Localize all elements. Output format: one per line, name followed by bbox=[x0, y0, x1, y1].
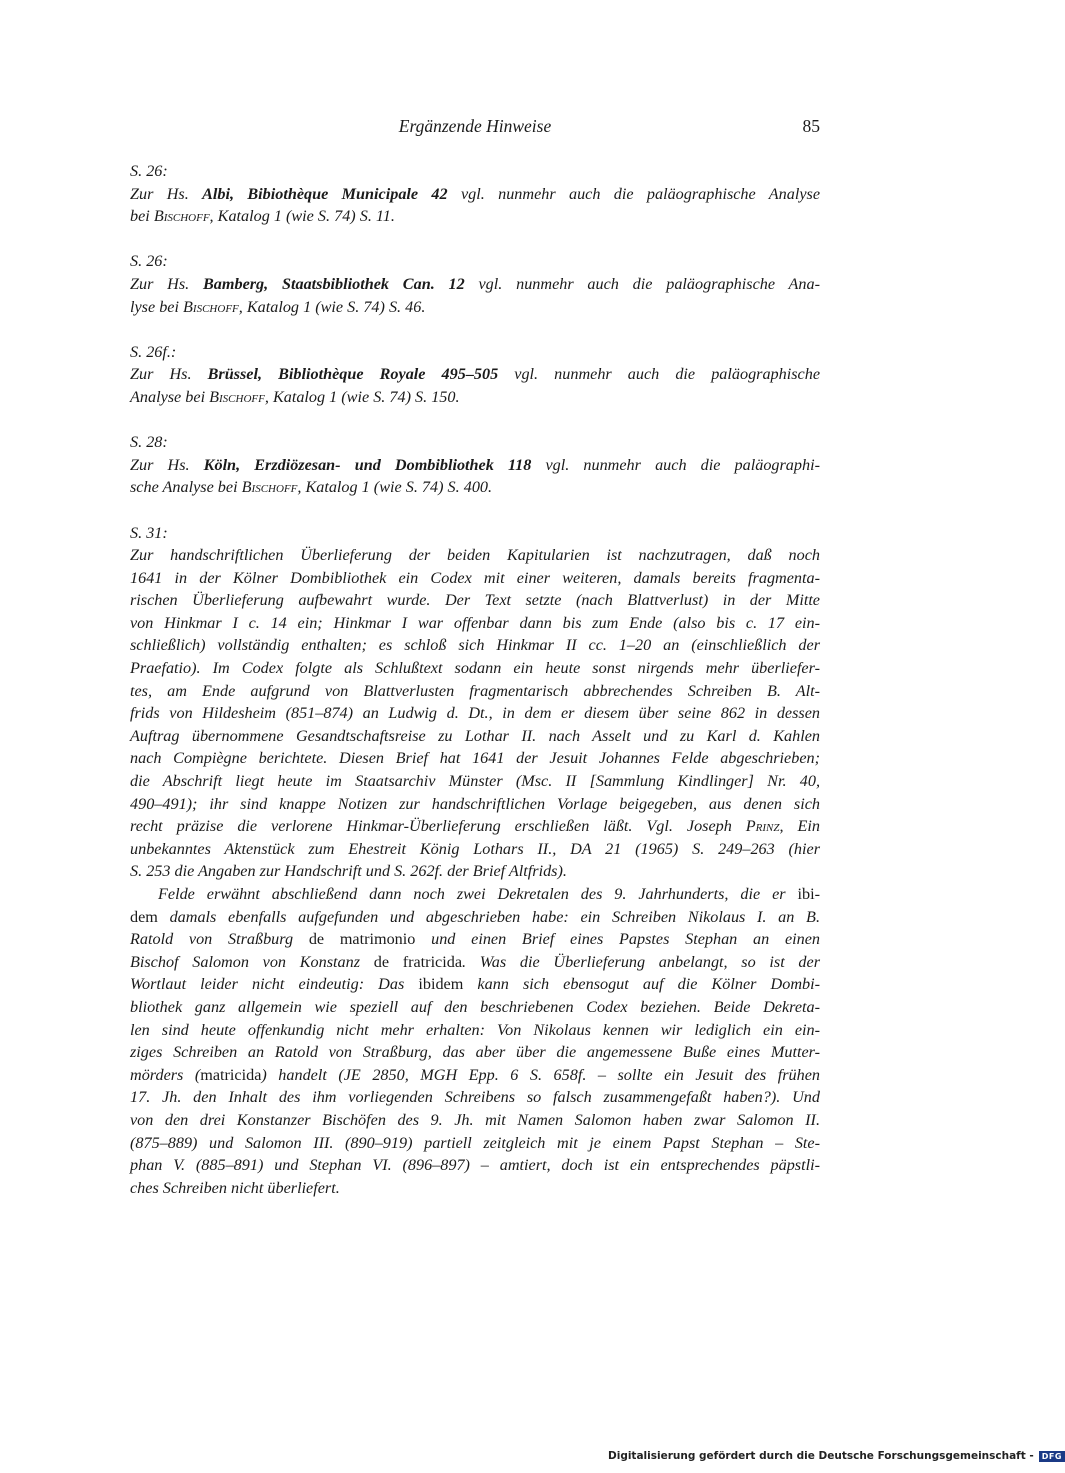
paragraph-line: von den drei Konstanzer Bischöfen des 9. Jh. mit Namen Salomon haben zwar Salomon II. bbox=[130, 1110, 820, 1129]
paragraph-line: tes, am Ende aufgrund von Blattverlusten fragmentarisch abbrechendes Schreiben B. Alt- bbox=[130, 681, 820, 700]
paragraph-line: Zur handschriftlichen Überlieferung der beiden Kapitularien ist nachzutragen, daß noch bbox=[130, 546, 820, 565]
body-text bbox=[130, 160, 820, 1222]
paragraph-line: (875–889) und Salomon III. (890–919) partiell zeitgleich mit je einem Papst Stephan – Ste- bbox=[130, 1133, 820, 1152]
note-entry bbox=[130, 160, 820, 228]
paragraph-line: mörders (matricida) handelt (JE 2850, MGH Epp. 6 S. 658f. – sollte ein Jesuit des frühen bbox=[130, 1065, 820, 1084]
note-entry bbox=[130, 431, 820, 499]
manuscript-name: Albi, Bibiothèque Municipale 42 bbox=[202, 184, 448, 203]
note-entry bbox=[130, 250, 820, 318]
paragraph-line: len sind heute offenkundig nicht mehr erhalten: Von Nikolaus kennen wir lediglich ein ein- bbox=[130, 1020, 820, 1039]
paragraph-line: Ratold von Straßburg de matrimonio und einen Brief eines Papstes Stephan an einen bbox=[130, 930, 820, 949]
entry-label: S. 26f.: bbox=[130, 342, 177, 361]
entry-line: Analyse bei Bischoff, Katalog 1 (wie S. 74) S. 150. bbox=[130, 387, 460, 406]
manuscript-name: Brüssel, Bibliothèque Royale 495–505 bbox=[207, 365, 499, 384]
paragraph-line: phan V. (885–891) und Stephan VI. (896–897) – amtiert, doch ist ein entsprechendes päpstli- bbox=[130, 1156, 820, 1175]
funding-notice: Digitalisierung gefördert durch die Deutsche Forschungsgemeinschaft - bbox=[608, 1450, 1034, 1462]
entry-line: Zur Hs. Brüssel, Bibliothèque Royale 495–505 vgl. nunmehr auch die paläographische bbox=[130, 365, 820, 384]
paragraph-line: Bischof Salomon von Konstanz de fratricida. Was die Überlieferung anbelangt, so ist der bbox=[130, 952, 821, 971]
paragraph-line: ches Schreiben nicht überliefert. bbox=[130, 1178, 340, 1197]
note-entry bbox=[130, 341, 820, 409]
entry-label: S. 26: bbox=[130, 252, 168, 271]
author-name: Bischoff bbox=[209, 387, 265, 406]
author-name: Bischoff bbox=[241, 478, 298, 497]
paragraph-line: dem damals ebenfalls aufgefunden und abgeschrieben habe: ein Schreiben Nikolaus I. an B. bbox=[130, 907, 820, 926]
author-name: Bischoff bbox=[153, 207, 210, 226]
paragraph-line: 490–491); ihr sind knappe Notizen zur handschriftlichen Vorlage beigegeben, aus denen sich bbox=[130, 794, 820, 813]
manuscript-name: Köln, Erzdiözesan- und Dombibliothek 118 bbox=[203, 455, 532, 474]
entry-line: Zur Hs. Köln, Erzdiözesan- und Dombibliothek 118 vgl. nunmehr auch die paläographi- bbox=[130, 455, 820, 474]
funding-footer bbox=[608, 1450, 1065, 1462]
paragraph-line: von Hinkmar I c. 14 ein; Hinkmar I war offenbar dann bis zum Ende (also bis c. 17 ein- bbox=[130, 613, 820, 632]
paragraph-line: 1641 in der Kölner Dombibliothek ein Codex mit einer weiteren, damals bereits fragmenta- bbox=[130, 568, 820, 587]
entry-label: S. 26: bbox=[130, 162, 168, 180]
page-header bbox=[130, 116, 820, 140]
manuscript-name: Bamberg, Staatsbibliothek Can. 12 bbox=[203, 274, 465, 293]
paragraph-line: rischen Überlieferung aufbewahrt wurde. Der Text setzte (nach Blattverlust) in der Mitte bbox=[130, 591, 820, 610]
entry-label: S. 31: bbox=[130, 523, 168, 542]
paragraph-line: S. 253 die Angaben zur Handschrift und S. 262f. der Brief Altfrids). bbox=[130, 862, 567, 881]
author-name: Prinz bbox=[745, 817, 780, 836]
entry-label: S. 28: bbox=[130, 433, 168, 452]
paragraph-line: 17. Jh. den Inhalt des ihm vorliegenden Schreibens so falsch zusammengefaßt haben?). Und bbox=[130, 1088, 820, 1107]
author-name: Bischoff bbox=[183, 297, 239, 316]
entry-line: bei Bischoff, Katalog 1 (wie S. 74) S. 11. bbox=[130, 207, 395, 226]
page-number: 85 bbox=[802, 116, 820, 136]
main-note-entry bbox=[130, 522, 820, 1200]
paragraph-line: Auftrag übernommene Gesandtschaftsreise zu Lothar II. nach Asselt und zu Karl d. Kahlen bbox=[130, 726, 820, 745]
paragraph-line: ziges Schreiben an Ratold von Straßburg, das aber über die angemessene Buße eines Mutter- bbox=[130, 1043, 820, 1062]
running-title: Ergänzende Hinweise bbox=[398, 116, 552, 136]
paragraph-line: unbekanntes Aktenstück zum Ehestreit König Lothars II., DA 21 (1965) S. 249–263 (hier bbox=[130, 839, 820, 858]
entry-line: lyse bei Bischoff, Katalog 1 (wie S. 74) S. 46. bbox=[130, 297, 426, 316]
paragraph-line: frids von Hildesheim (851–874) an Ludwig d. Dt., in dem er diesem über seine 862 in dessen bbox=[130, 704, 820, 723]
dfg-logo: DFG bbox=[1039, 1451, 1065, 1462]
entry-line: Zur Hs. Bamberg, Staatsbibliothek Can. 12 vgl. nunmehr auch die paläographische Ana- bbox=[130, 274, 820, 293]
entry-line: Zur Hs. Albi, Bibiothèque Municipale 42 vgl. nunmehr auch die paläographische Analyse bbox=[130, 184, 820, 203]
paragraph-line: nach Compiègne berichtete. Diesen Brief hat 1641 der Jesuit Johannes Felde abgeschrieben; bbox=[130, 749, 820, 768]
paragraph-line: recht präzise die verlorene Hinkmar-Überlieferung erschließen läßt. Vgl. Joseph Prinz, Ein bbox=[130, 817, 820, 836]
paragraph-line: Felde erwähnt abschließend dann noch zwei Dekretalen des 9. Jahrhunderts, die er ibi- bbox=[158, 885, 820, 903]
paragraph-line: Wortlaut leider nicht eindeutig: Das ibidem kann sich ebensogut auf die Kölner Dombi- bbox=[130, 975, 821, 994]
paragraph-line: schließlich) vollständig enthalten; es schloß sich Hinkmar II cc. 1–20 an (einschließlich der bbox=[130, 636, 820, 655]
paragraph-line: bliothek ganz allgemein wie speziell auf den beschriebenen Codex beziehen. Beide Dekreta- bbox=[130, 997, 820, 1016]
paragraph-line: die Abschrift liegt heute im Staatsarchiv Münster (Msc. II [Sammlung Kindlinger] Nr. 40, bbox=[130, 772, 820, 791]
paragraph-line: Praefatio). Im Codex folgte als Schlußtext sodann ein heute sonst nirgends mehr überliefer- bbox=[130, 659, 820, 678]
entry-line: sche Analyse bei Bischoff, Katalog 1 (wie S. 74) S. 400. bbox=[130, 478, 493, 497]
